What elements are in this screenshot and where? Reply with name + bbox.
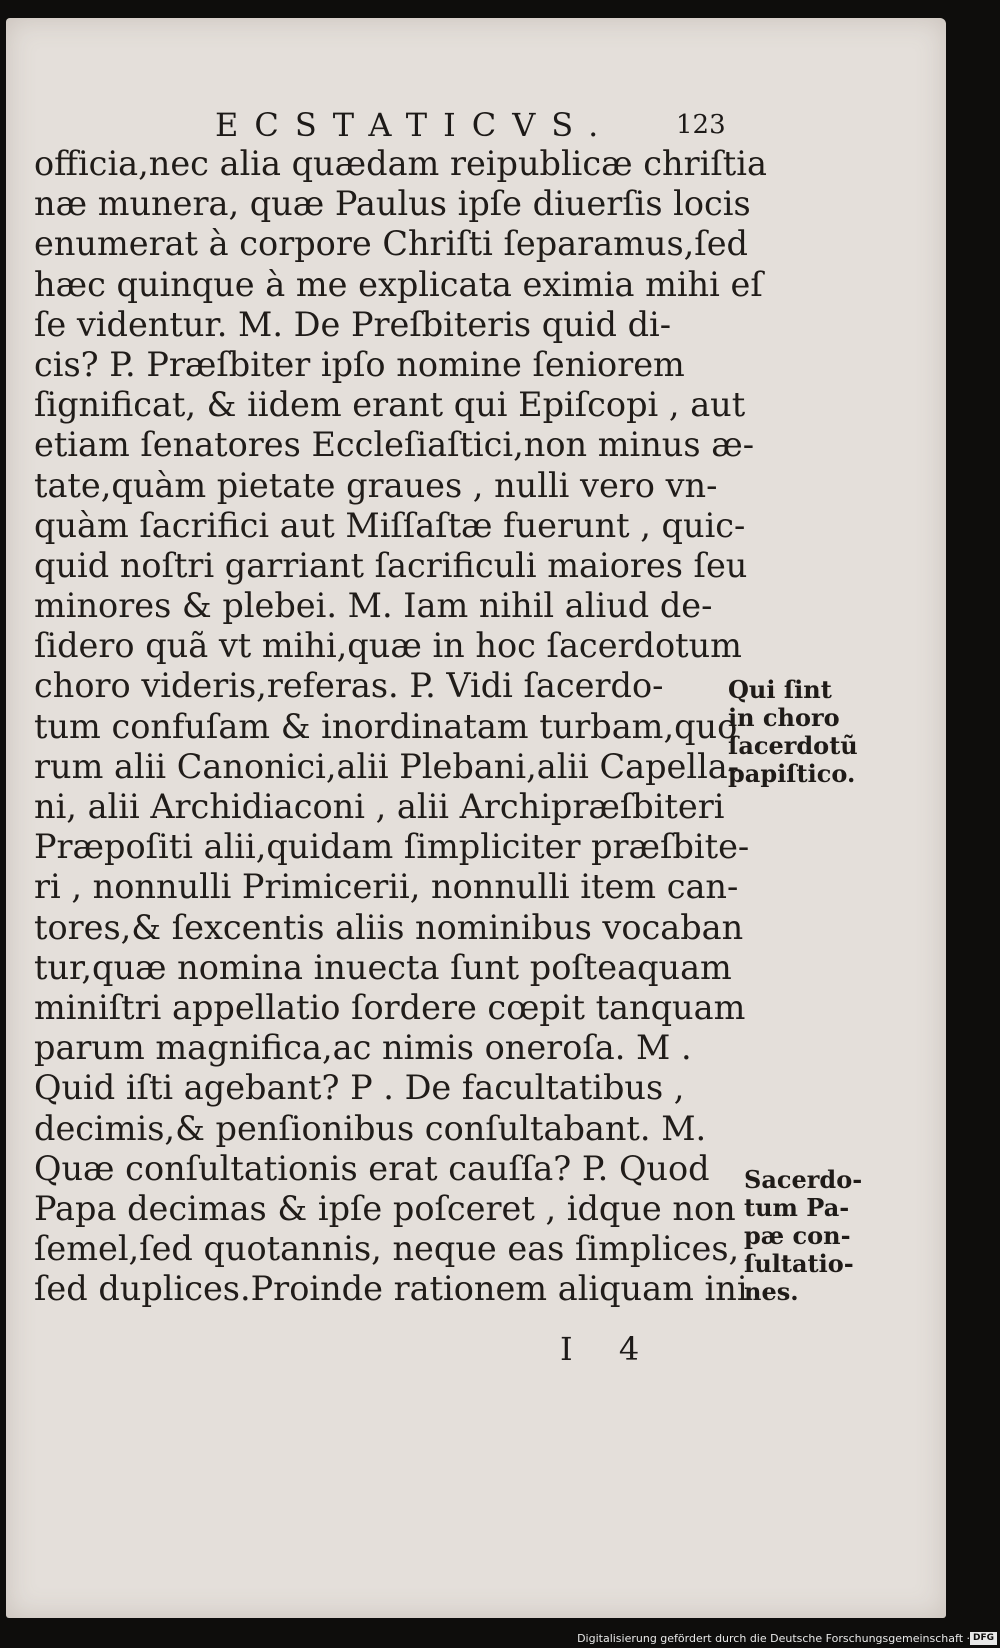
body-text (34, 144, 767, 1309)
text-line: ſidero quã vt mihi,quæ in hoc ſacerdotum (34, 626, 742, 666)
text-line: choro videris,referas. P. Vidi ſacerdo- (34, 666, 664, 706)
text-line: næ munera, quæ Paulus ipſe diuerſis locis (34, 184, 751, 224)
page-number: 123 (676, 110, 726, 140)
text-line: tum confuſam & inordinatam turbam,quo (34, 706, 738, 746)
text-line: ſignificat, & iidem erant qui Epiſcopi , aut (34, 385, 746, 425)
text-line: minores & plebei. M. Iam nihil aliud de- (34, 586, 713, 626)
text-line: Quæ conſultationis erat cauſſa? P. Quod (34, 1148, 710, 1188)
text-line: quàm ſacrifici aut Miſſaſtæ fuerunt , quic- (34, 505, 746, 545)
text-line: parum magnifica,ac nimis oneroſa. M . (34, 1028, 692, 1068)
signature-mark: I 4 (560, 1330, 658, 1368)
marginal-note-line: nes. (744, 1277, 799, 1306)
text-line: Papa decimas & ipſe poſceret , idque non (34, 1188, 736, 1228)
text-line: officia,nec alia quædam reipublicæ chriſtia (34, 144, 767, 183)
text-line: tur,quæ nomina inuecta ſunt poſteaquam (34, 947, 732, 987)
marginal-note-line: ſultatio- (744, 1249, 854, 1278)
text-line: ſe videntur. M. De Preſbiteris quid di- (34, 304, 672, 344)
marginal-note-line: Sacerdo- (744, 1165, 863, 1194)
text-line: ſed duplices.Proinde rationem aliquam ini (34, 1269, 748, 1309)
text-line: quid noſtri garriant ſacrificuli maiores ſeu (34, 545, 748, 585)
marginal-note (728, 676, 868, 788)
marginal-note-line: in choro (728, 703, 840, 732)
text-line: ſemel,ſed quotannis, neque eas ſimplices, (34, 1229, 740, 1269)
text-line: rum alii Canonici,alii Plebani,alii Capella- (34, 746, 740, 786)
text-line: etiam ſenatores Eccleſiaſtici,non minus æ- (34, 425, 755, 465)
text-line: ni, alii Archidiaconi , alii Archipræſbiteri (34, 787, 725, 826)
text-line: hæc quinque à me explicata eximia mihi eſ (34, 264, 763, 304)
marginal-note-line: tum Pa- (744, 1193, 850, 1222)
marginal-note-line: papiſtico. (728, 759, 856, 788)
text-line: Quid iſti agebant? P . De facultatibus , (34, 1068, 685, 1108)
marginal-note-line: ſacerdotũ (728, 731, 858, 760)
text-line: enumerat à corpore Chriſti ſeparamus,ſed (34, 224, 748, 264)
funding-credit: Digitalisierung gefördert durch die Deutsche Forschungsgemeinschaft · (577, 1632, 970, 1645)
text-line: tate,quàm pietate graues , nulli vero vn- (34, 465, 718, 505)
marginal-note (744, 1166, 884, 1306)
text-line: cis? P. Præſbiter ipſo nomine ſeniorem (34, 344, 685, 384)
text-line: ri , nonnulli Primicerii, nonnulli item can- (34, 867, 739, 907)
marginal-note-line: Qui ſint (728, 675, 832, 704)
text-line: decimis,& penſionibus conſultabant. M. (34, 1108, 707, 1148)
dfg-logo: DFG (970, 1632, 997, 1645)
running-head: ECSTATICVS. (215, 106, 615, 144)
text-line: tores,& ſexcentis aliis nominibus vocaban (34, 907, 744, 947)
text-line: Præpoſiti alii,quidam ſimpliciter præſbite- (34, 827, 750, 867)
marginal-note-line: pæ con- (744, 1221, 851, 1250)
text-line: miniſtri appellatio ſordere cœpit tanquam (34, 987, 746, 1027)
